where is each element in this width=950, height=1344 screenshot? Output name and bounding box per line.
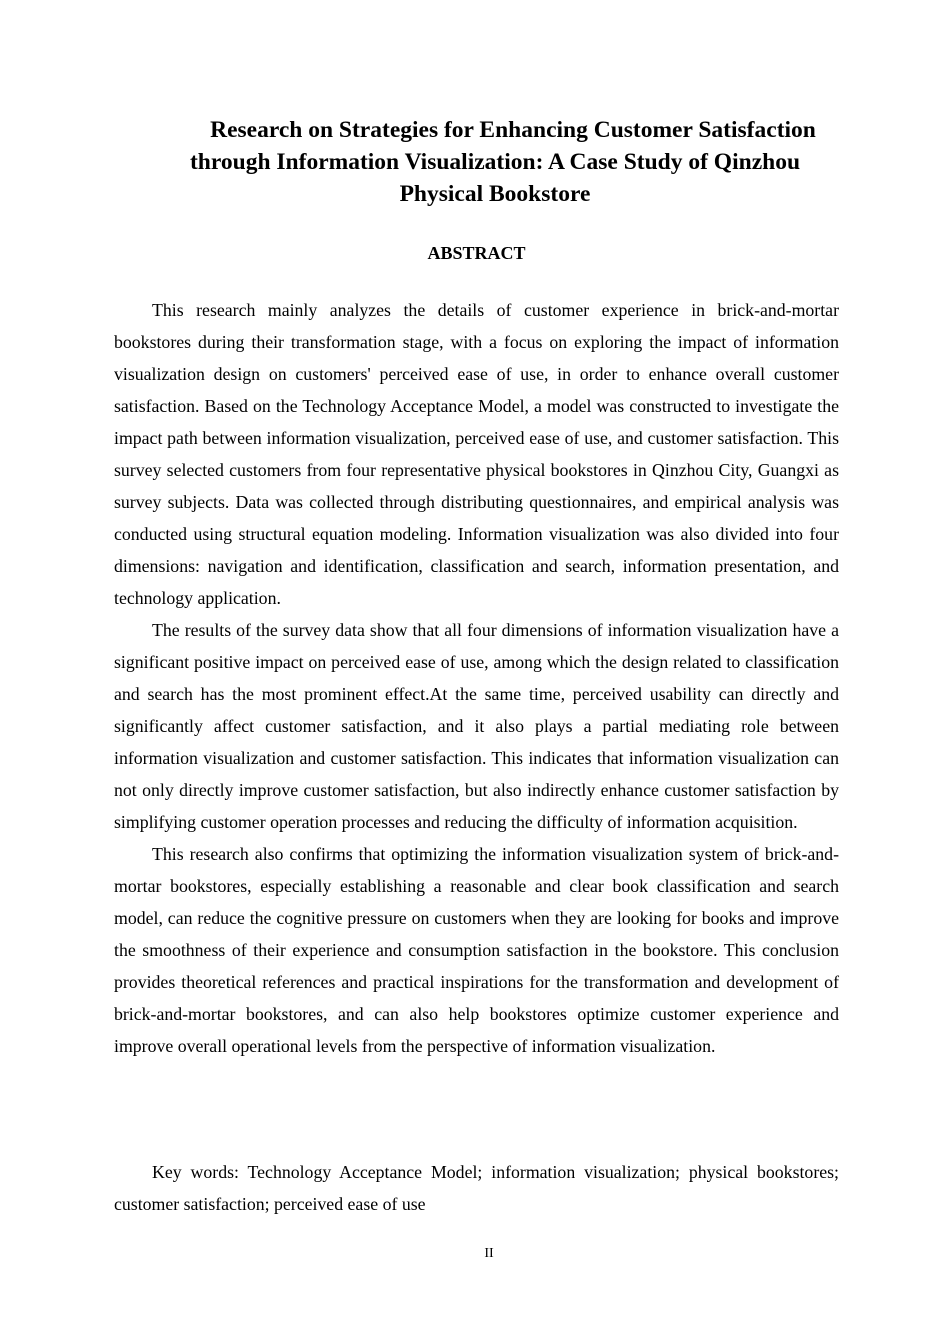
page-title [130,114,860,210]
abstract-body [114,294,839,1062]
abstract-heading: ABSTRACT [427,243,526,263]
keywords: Key words: Technology Acceptance Model; information visualization; physical bookstores; customer satisfaction; perceived ease of use [114,1162,839,1214]
title-line-3: Physical Bookstore [399,181,591,207]
abstract-paragraph-1: This research mainly analyzes the details of customer experience in brick-and-mortar bookstores during their transformation stage, with a focus on exploring the impact of information visualization design on customers' perceived ease of use, in order to enhance overall customer satisfaction. Based on the Technology Acceptance Model, a model was constructed to investigate the impact path between information visualization, perceived ease of use, and customer satisfaction. This survey selected customers from four representative physical bookstores in Qinzhou City, Guangxi as survey subjects. Data was collected through distributing questionnaires, and empirical analysis was conducted using structural equation modeling. Information visualization was also divided into four dimensions: navigation and identification, classification and search, information presentation, and technology application. [114,300,839,608]
abstract-paragraph-2: The results of the survey data show that all four dimensions of information visualization have a significant positive impact on perceived ease of use, among which the design related to classification and search has the most prominent effect.At the same time, perceived usability can directly and significantly affect customer satisfaction, and it also plays a partial mediating role between information visualization and customer satisfaction. This indicates that information visualization can not only directly improve customer satisfaction, but also indirectly enhance customer satisfaction by simplifying customer operation processes and reducing the difficulty of information acquisition. [114,620,839,832]
title-line-2: through Information Visualization: A Case Study of Qinzhou [189,149,801,175]
title-line-1: Research on Strategies for Enhancing Customer Satisfaction [210,117,816,143]
page-number: II [484,1246,494,1261]
abstract-paragraph-3: This research also confirms that optimizing the information visualization system of brick-and-mortar bookstores, especially establishing a reasonable and clear book classification and search model, can reduce the cognitive pressure on customers when they are looking for books and improve the smoothness of their experience and consumption satisfaction in the bookstore. This conclusion provides theoretical references and practical inspirations for the transformation and development of brick-and-mortar bookstores, and can also help bookstores optimize customer experience and improve overall operational levels from the perspective of information visualization. [114,844,839,1056]
